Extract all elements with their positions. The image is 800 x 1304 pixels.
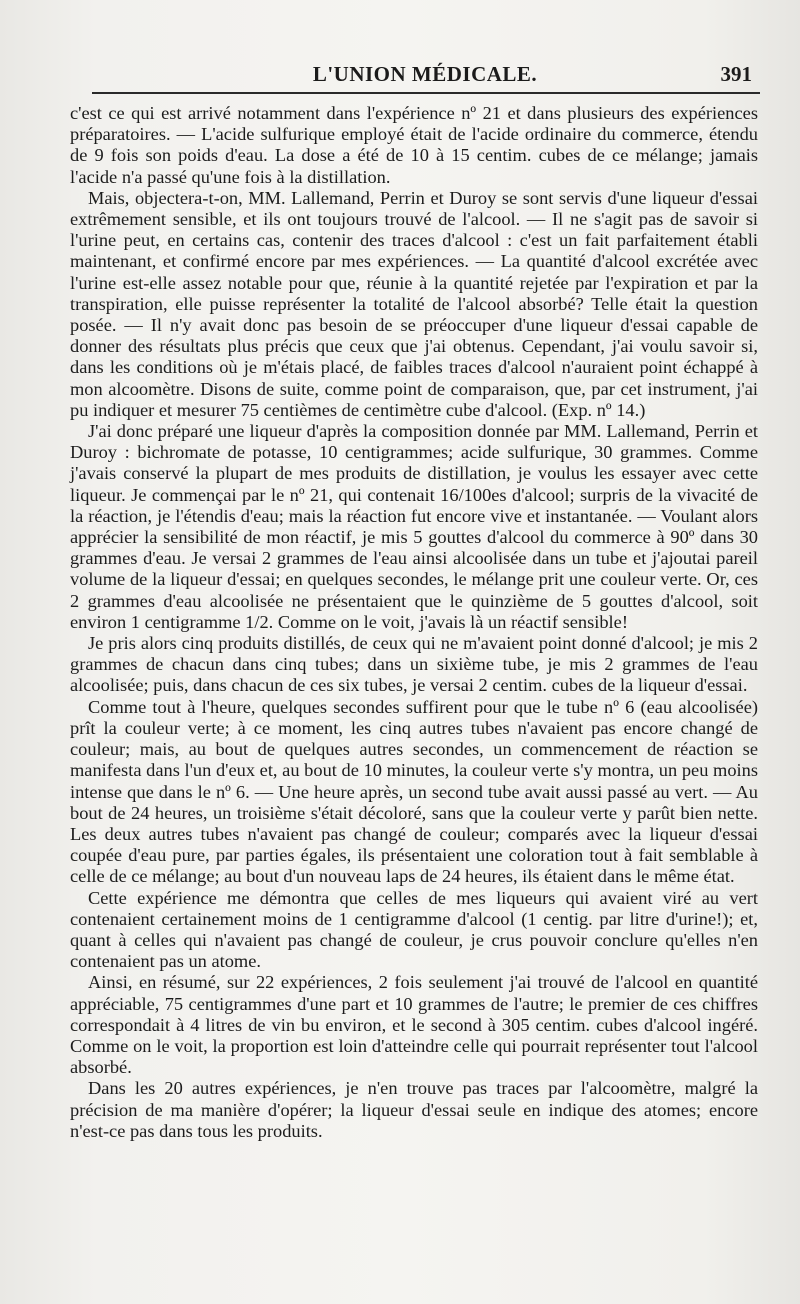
paragraph: Dans les 20 autres expériences, je n'en trouve pas traces par l'alcoomètre, malgré la précision de ma manière d'opérer; la liqueur d'essai seule en indique des atomes; encore n'est-ce pas dans tous les produits.	[70, 1078, 758, 1141]
article-body	[70, 103, 758, 1142]
page-number: 391	[720, 62, 752, 86]
running-header	[90, 58, 760, 94]
paragraph: Comme tout à l'heure, quelques secondes suffirent pour que le tube nº 6 (eau alcoolisée) prît la couleur verte; à ce moment, les cinq autres tubes n'avaient pas encore changé de couleur; mais, au bout de quelques autres secondes, un commencement de réaction se manifesta dans l'un d'eux et, au bout de 10 minutes, la couleur verte s'y montra, un peu moins intense que dans le nº 6. — Une heure après, un second tube avait aussi passé au vert. — Au bout de 24 heures, un troisième s'était décoloré, sans que la couleur verte y parût bien nette. Les deux autres tubes n'avaient pas changé de couleur; comparés avec la liqueur d'essai coupée d'eau pure, par parties égales, ils présentaient une coloration tout à fait semblable à celle de ce mélange; au bout d'un nouveau laps de 24 heures, ils étaient dans le même état.	[70, 696, 758, 887]
paragraph: J'ai donc préparé une liqueur d'après la composition donnée par MM. Lallemand, Perrin et Duroy : bichromate de potasse, 10 centigrammes; acide sulfurique, 30 grammes. Comme j'avais conservé la plupart de mes produits de distillation, je voulus les essayer avec cette liqueur. Je commençai par le nº 21, qui contenait 16/100es d'alcool; surpris de la vivacité de la réaction, je l'étendis d'eau; mais la réaction fut encore vive et instantanée. — Voulant alors apprécier la sensibilité de mon réactif, je mis 5 gouttes d'alcool du commerce à 90º dans 30 grammes d'eau. Je versai 2 grammes de l'eau ainsi alcoolisée dans un tube et j'ajoutai pareil volume de la liqueur d'essai; en quelques secondes, le mélange prit une couleur verte. Or, ces 2 grammes d'eau alcoolisée ne présentaient que le quinzième de 5 gouttes d'alcool, soit environ 1 centigramme 1/2. Comme on le voit, j'avais là un réactif sensible!	[70, 421, 758, 632]
paragraph: Ainsi, en résumé, sur 22 expériences, 2 fois seulement j'ai trouvé de l'alcool en quantité appréciable, 75 centigrammes d'une part et 10 grammes de l'autre; le premier de ces chiffres correspondait à 4 litres de vin bu environ, et le second à 305 centim. cubes d'alcool ingéré. Comme on le voit, la proportion est loin d'atteindre celle qui pourrait représenter tout l'alcool absorbé.	[70, 972, 758, 1078]
paragraph: c'est ce qui est arrivé notamment dans l'expérience nº 21 et dans plusieurs des expériences préparatoires. — L'acide sulfurique employé était de l'acide ordinaire du commerce, étendu de 9 fois son poids d'eau. La dose a été de 10 à 15 centim. cubes de ce mélange; jamais l'acide n'a passé qu'une fois à la distillation.	[70, 103, 758, 187]
header-rule	[92, 92, 760, 94]
journal-title: L'UNION MÉDICALE.	[312, 62, 538, 86]
paragraph: Je pris alors cinq produits distillés, de ceux qui ne m'avaient point donné d'alcool; je mis 2 grammes de chacun dans cinq tubes; dans un sixième tube, je mis 2 grammes de l'eau alcoolisée; puis, dans chacun de ces six tubes, je versai 2 centim. cubes de la liqueur d'essai.	[70, 633, 758, 696]
paragraph: Mais, objectera-t-on, MM. Lallemand, Perrin et Duroy se sont servis d'une liqueur d'essai extrêmement sensible, et ils ont toujours trouvé de l'alcool. — Il ne s'agit pas de savoir si l'urine peut, en certains cas, contenir des traces d'alcool : c'est un fait parfaitement établi maintenant, et confirmé encore par mes expériences. — La quantité d'alcool excrétée avec l'urine est-elle assez notable pour que, réunie à la quantité rejetée par l'expiration et par la transpiration, elle puisse représenter la totalité de l'alcool absorbé? Telle était la question posée. — Il n'y avait donc pas besoin de se préoccuper d'une liqueur d'essai capable de donner des résultats plus précis que ceux que j'ai obtenus. Cependant, j'ai voulu savoir si, dans les conditions où je m'étais placé, de faibles traces d'alcool n'auraient point échappé à mon alcoomètre. Disons de suite, comme point de comparaison, que, par cet instrument, j'ai pu indiquer et mesurer 75 centièmes de centimètre cube d'alcool. (Exp. nº 14.)	[70, 187, 758, 420]
paragraph: Cette expérience me démontra que celles de mes liqueurs qui avaient viré au vert contenaient certainement moins de 1 centigramme d'alcool (1 centig. par litre d'urine!); et, quant à celles qui n'avaient pas changé de couleur, je crus pouvoir conclure qu'elles n'en contenaient pas un atome.	[70, 887, 758, 972]
